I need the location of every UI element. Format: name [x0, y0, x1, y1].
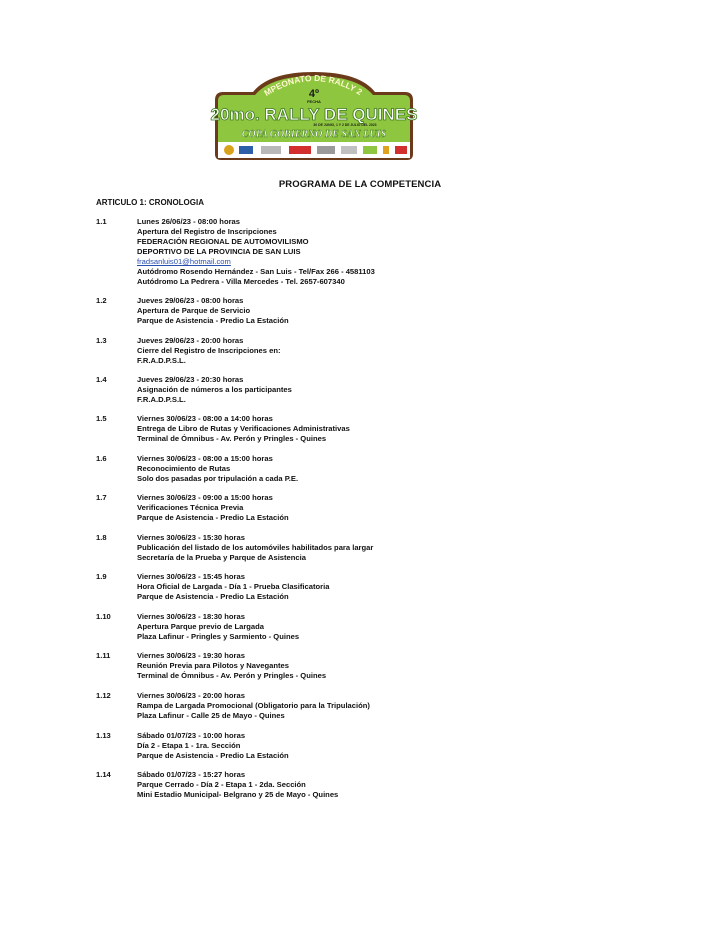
entry-number: 1.1: [96, 217, 107, 226]
entry-line: Parque Cerrado - Día 2 - Etapa 1 - 2da. Sección: [137, 780, 306, 789]
entry-number: 1.8: [96, 533, 107, 542]
entry-line: F.R.A.D.P.S.L.: [137, 356, 186, 365]
sponsor-mark-1: [224, 145, 234, 155]
entry-datetime: Sábado 01/07/23 - 10:00 horas: [137, 731, 246, 740]
logo-main-title: 20mo. RALLY DE QUINES: [210, 105, 418, 124]
sponsor-mark-6: [341, 146, 357, 154]
entry-line: Día 2 - Etapa 1 - 1ra. Sección: [137, 741, 241, 750]
entry-datetime: Jueves 29/06/23 - 20:00 horas: [137, 336, 244, 345]
entry-datetime: Viernes 30/06/23 - 09:00 a 15:00 horas: [137, 493, 273, 502]
sponsor-mark-3: [261, 146, 281, 154]
entry-line: FEDERACIÓN REGIONAL DE AUTOMOVILISMO: [137, 237, 309, 246]
sponsor-mark-5: [317, 146, 335, 154]
entry-datetime: Sábado 01/07/23 - 15:27 horas: [137, 770, 246, 779]
sponsor-mark-8: [383, 146, 389, 154]
entry-line: F.R.A.D.P.S.L.: [137, 395, 186, 404]
entry-number: 1.6: [96, 454, 107, 463]
entry-line: Plaza Lafinur - Pringles y Sarmiento - Quines: [137, 632, 300, 641]
sponsor-mark-4: [289, 146, 311, 154]
entry-details: [137, 612, 617, 642]
entry-details: [137, 296, 617, 326]
entry-details: [137, 731, 617, 761]
entry-details: [137, 533, 617, 563]
entry-line: Parque de Asistencia - Predio La Estación: [137, 316, 289, 325]
entry-line: Asignación de números a los participantes: [137, 385, 292, 394]
entry-number: 1.10: [96, 612, 111, 621]
entry-details: [137, 217, 617, 287]
entry-line: Mini Estadio Municipal- Belgrano y 25 de Mayo - Quines: [137, 790, 339, 799]
entry-line: Publicación del listado de los automóviles habilitados para largar: [137, 543, 374, 552]
entry-number: 1.11: [96, 651, 111, 660]
entry-datetime: Viernes 30/06/23 - 08:00 a 14:00 horas: [137, 414, 273, 423]
entry-line: Reconocimiento de Rutas: [137, 464, 231, 473]
entry-datetime: Jueves 29/06/23 - 08:00 horas: [137, 296, 244, 305]
entry-line: Apertura de Parque de Servicio: [137, 306, 251, 315]
sponsor-mark-9: [395, 146, 407, 154]
entry-line: Hora Oficial de Largada - Día 1 - Prueba Clasificatoria: [137, 582, 330, 591]
entry-datetime: Lunes 26/06/23 - 08:00 horas: [137, 217, 240, 226]
entry-details: [137, 651, 617, 681]
entry-line: Verificaciones Técnica Previa: [137, 503, 244, 512]
logo-dates: 30 DE JUNIO, 1 Y 2 DE JULIO DEL 2023: [313, 123, 377, 127]
entry-line: Autódromo La Pedrera - Villa Mercedes - Tel. 2657-607340: [137, 277, 345, 286]
entry-datetime: Jueves 29/06/23 - 20:30 horas: [137, 375, 244, 384]
entry-line: Secretaría de la Prueba y Parque de Asistencia: [137, 553, 306, 562]
email-link[interactable]: fradsanluis01@hotmail.com: [137, 257, 231, 266]
entry-line: Parque de Asistencia - Predio La Estación: [137, 751, 289, 760]
entry-number: 1.9: [96, 572, 107, 581]
document-title: PROGRAMA DE LA COMPETENCIA: [278, 179, 442, 190]
entry-details: [137, 375, 617, 405]
entry-line: Parque de Asistencia - Predio La Estación: [137, 513, 289, 522]
entry-line: Cierre del Registro de Inscripciones en:: [137, 346, 281, 355]
article-heading: ARTICULO 1: CRONOLOGIA: [96, 198, 204, 207]
sponsor-mark-2: [239, 146, 253, 154]
entry-details: [137, 454, 617, 484]
entry-datetime: Viernes 30/06/23 - 18:30 horas: [137, 612, 245, 621]
logo-round: 4º: [308, 88, 320, 100]
logo-round-label: FECHA: [307, 99, 321, 104]
entry-line: Reunión Previa para Pilotos y Navegantes: [137, 661, 289, 670]
entry-line: Apertura del Registro de Inscripciones: [137, 227, 277, 236]
entry-details: [137, 572, 617, 602]
entry-number: 1.5: [96, 414, 107, 423]
entry-line: Terminal de Ómnibus - Av. Perón y Pringles - Quines: [137, 434, 327, 443]
entry-line: Rampa de Largada Promocional (Obligatorio para la Tripulación): [137, 701, 370, 710]
event-logo: [209, 70, 419, 162]
entry-line: Parque de Asistencia - Predio La Estación: [137, 592, 289, 601]
entry-line: Apertura Parque previo de Largada: [137, 622, 265, 631]
entry-line: Plaza Lafinur - Calle 25 de Mayo - Quines: [137, 711, 285, 720]
entry-number: 1.4: [96, 375, 107, 384]
entry-number: 1.3: [96, 336, 107, 345]
sponsor-mark-7: [363, 146, 377, 154]
entry-line: DEPORTIVO DE LA PROVINCIA DE SAN LUIS: [137, 247, 301, 256]
entry-line: Solo dos pasadas por tripulación a cada P.E.: [137, 474, 299, 483]
logo-subtitle: COPA GOBIERNO DE SAN LUIS: [241, 129, 387, 140]
entry-datetime: Viernes 30/06/23 - 19:30 horas: [137, 651, 245, 660]
entry-number: 1.14: [96, 770, 111, 779]
entry-details: [137, 493, 617, 523]
entry-details: [137, 414, 617, 444]
logo-arc-text: MPEONATO DE RALLY 2: [262, 72, 365, 99]
rally-logo-badge: [209, 70, 419, 162]
entry-datetime: Viernes 30/06/23 - 20:00 horas: [137, 691, 245, 700]
entry-number: 1.13: [96, 731, 111, 740]
entry-line: Autódromo Rosendo Hernández - San Luis - Tel/Fax 266 - 4581103: [137, 267, 375, 276]
entry-datetime: Viernes 30/06/23 - 08:00 a 15:00 horas: [137, 454, 273, 463]
entry-details: [137, 691, 617, 721]
entry-details: [137, 770, 617, 800]
entry-details: [137, 336, 617, 366]
entry-number: 1.12: [96, 691, 111, 700]
entry-number: 1.2: [96, 296, 107, 305]
entry-datetime: Viernes 30/06/23 - 15:45 horas: [137, 572, 245, 581]
entry-line: Entrega de Libro de Rutas y Verificaciones Administrativas: [137, 424, 350, 433]
entry-datetime: Viernes 30/06/23 - 15:30 horas: [137, 533, 245, 542]
entry-line: Terminal de Ómnibus - Av. Perón y Pringles - Quines: [137, 671, 327, 680]
entry-number: 1.7: [96, 493, 107, 502]
